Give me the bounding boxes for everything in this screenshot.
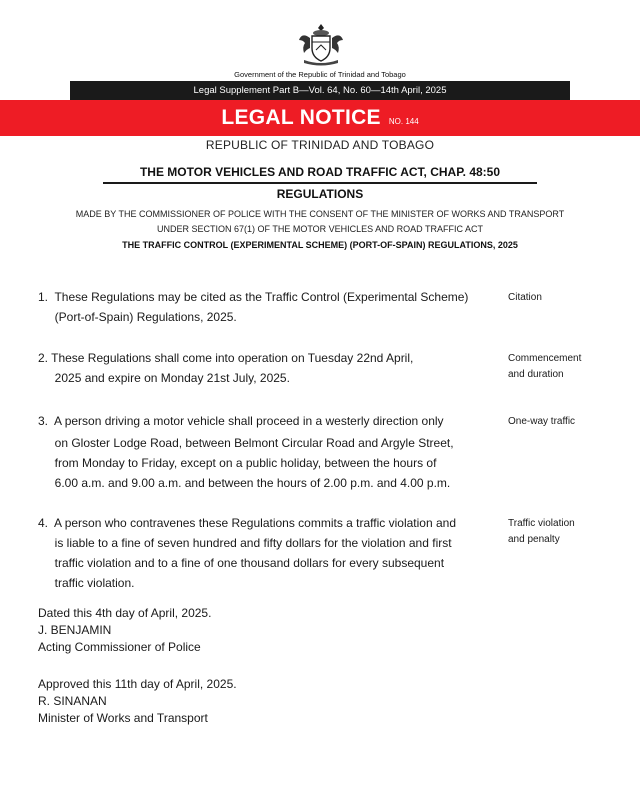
supplement-bar bbox=[70, 81, 570, 100]
paragraph-line: from Monday to Friday, except on a public holiday, between the hours of bbox=[38, 456, 437, 470]
paragraph-line: 2. These Regulations shall come into operation on Tuesday 22nd April, bbox=[38, 351, 414, 365]
notice-number: NO. 144 bbox=[388, 116, 419, 126]
paragraph-3 bbox=[38, 411, 493, 493]
dated-line: Dated this 4th day of April, 2025. bbox=[38, 606, 212, 620]
side-note-line: Citation bbox=[508, 292, 542, 303]
paragraph-line: is liable to a fine of seven hundred and fifty dollars for the violation and first bbox=[38, 536, 452, 550]
paragraph-line: 3. A person driving a motor vehicle shall proceed in a westerly direction only bbox=[38, 414, 444, 428]
side-note-line: One-way traffic bbox=[508, 416, 576, 427]
legal-notice-band bbox=[0, 100, 640, 136]
government-name: Government of the Republic of Trinidad and Tobago bbox=[234, 70, 406, 79]
side-note-commencement bbox=[508, 351, 618, 383]
regulations-short-title: THE TRAFFIC CONTROL (EXPERIMENTAL SCHEME) (PORT-OF-SPAIN) REGULATIONS, 2025 bbox=[122, 240, 518, 250]
minister-name: R. SINANAN bbox=[38, 694, 107, 708]
side-note-line: and penalty bbox=[508, 534, 560, 545]
title-divider bbox=[103, 182, 537, 184]
paragraph-1 bbox=[38, 287, 493, 327]
paragraph-4 bbox=[38, 513, 493, 593]
coat-of-arms-icon bbox=[296, 22, 346, 68]
act-title: THE MOTOR VEHICLES AND ROAD TRAFFIC ACT, CHAP. 48:50 bbox=[139, 165, 501, 179]
commissioner-name: J. BENJAMIN bbox=[38, 623, 112, 637]
side-note-citation bbox=[508, 290, 618, 306]
minister-title: Minister of Works and Transport bbox=[38, 711, 208, 725]
paragraph-2 bbox=[38, 348, 493, 388]
paragraph-line: 6.00 a.m. and 9.00 a.m. and between the hours of 2.00 p.m. and 4.00 p.m. bbox=[38, 476, 451, 490]
side-note-line: Commencement bbox=[508, 353, 582, 364]
side-note-one-way bbox=[508, 414, 618, 430]
paragraph-line: (Port-of-Spain) Regulations, 2025. bbox=[38, 310, 237, 324]
minister-signature-block bbox=[38, 676, 237, 727]
regulations-heading: REGULATIONS bbox=[276, 187, 364, 201]
made-by-line: UNDER SECTION 67(1) OF THE MOTOR VEHICLES AND ROAD TRAFFIC ACT bbox=[156, 224, 484, 234]
side-note-line: and duration bbox=[508, 369, 564, 380]
republic-heading: REPUBLIC OF TRINIDAD AND TOBAGO bbox=[205, 138, 435, 152]
made-by-text bbox=[0, 207, 640, 237]
paragraph-line: on Gloster Lodge Road, between Belmont Circular Road and Argyle Street, bbox=[38, 436, 454, 450]
side-note-line: Traffic violation bbox=[508, 518, 575, 529]
paragraph-line: 4. A person who contravenes these Regulations commits a traffic violation and bbox=[38, 516, 457, 530]
commissioner-signature-block bbox=[38, 605, 211, 656]
paragraph-line: traffic violation. bbox=[38, 576, 135, 590]
legal-notice-title: LEGAL NOTICE bbox=[221, 106, 381, 129]
paragraph-line: 1. These Regulations may be cited as the Traffic Control (Experimental Scheme) bbox=[38, 290, 469, 304]
side-note-penalty bbox=[508, 516, 618, 548]
paragraph-line: 2025 and expire on Monday 21st July, 2025. bbox=[38, 371, 290, 385]
made-by-line: MADE BY THE COMMISSIONER OF POLICE WITH THE CONSENT OF THE MINISTER OF WORKS AND TRANSPORT bbox=[75, 209, 565, 219]
paragraph-line: traffic violation and to a fine of one thousand dollars for every subsequent bbox=[38, 556, 445, 570]
supplement-text: Legal Supplement Part B—Vol. 64, No. 60—14th April, 2025 bbox=[193, 85, 447, 96]
commissioner-title: Acting Commissioner of Police bbox=[38, 640, 201, 654]
approved-line: Approved this 11th day of April, 2025. bbox=[38, 677, 237, 691]
